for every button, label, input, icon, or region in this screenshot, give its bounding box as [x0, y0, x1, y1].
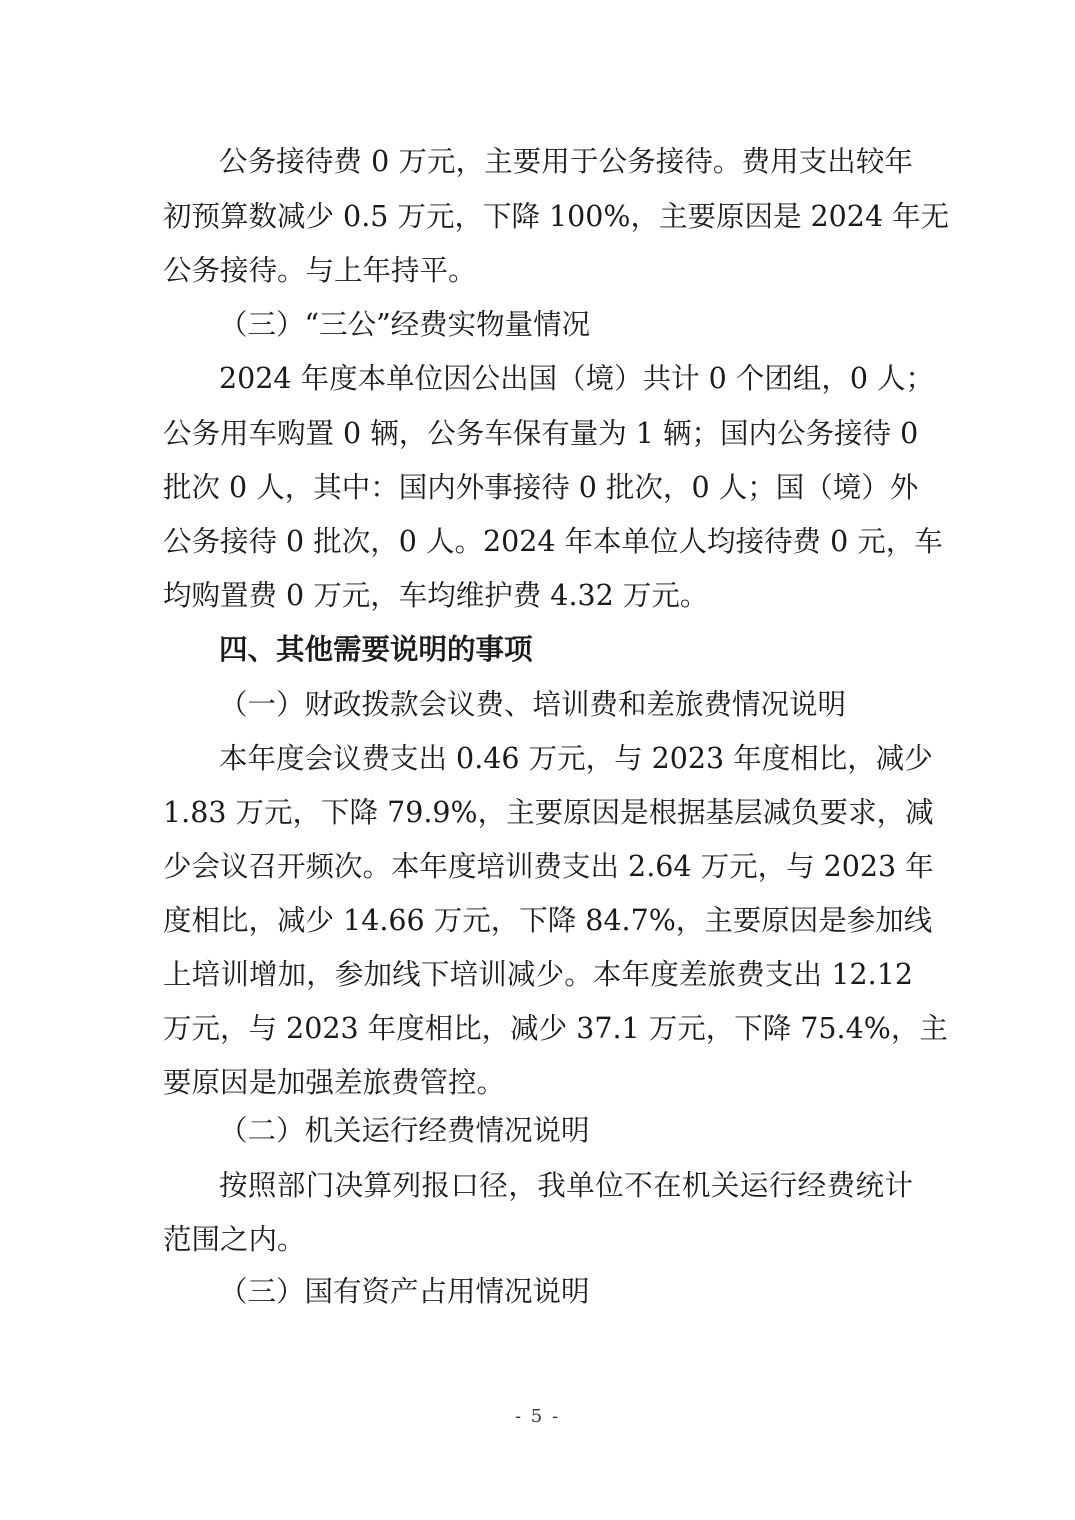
paragraph-line: 上培训增加，参加线下培训减少。本年度差旅费支出 12.12 [163, 958, 913, 991]
paragraph-line: 公务接待费 0 万元，主要用于公务接待。费用支出较年 [219, 145, 913, 178]
paragraph-line: 公务用车购置 0 辆，公务车保有量为 1 辆；国内公务接待 0 [163, 417, 919, 450]
section-subheading: （二）机关运行经费情况说明 [219, 1114, 590, 1147]
section-subheading: （三）国有资产占用情况说明 [219, 1275, 590, 1308]
paragraph-line: 公务接待 0 批次，0 人。2024 年本单位人均接待费 0 元，车 [163, 525, 943, 558]
paragraph-line: 少会议召开频次。本年度培训费支出 2.64 万元，与 2023 年 [163, 850, 934, 883]
paragraph-line: 度相比，减少 14.66 万元，下降 84.7%，主要原因是参加线 [163, 904, 933, 937]
paragraph-line: 范围之内。 [163, 1223, 306, 1256]
paragraph-line: 要原因是加强差旅费管控。 [163, 1066, 506, 1099]
paragraph-line: 初预算数减少 0.5 万元，下降 100%，主要原因是 2024 年无 [163, 200, 950, 233]
paragraph-line: 按照部门决算列报口径，我单位不在机关运行经费统计 [219, 1169, 913, 1202]
paragraph-line: 公务接待。与上年持平。 [163, 254, 477, 287]
section-subheading: （三）“三公”经费实物量情况 [219, 308, 591, 341]
paragraph-line: 均购置费 0 万元，车均维护费 4.32 万元。 [163, 579, 709, 612]
paragraph-line: 2024 年度本单位因公出国（境）共计 0 个团组，0 人； [219, 362, 935, 395]
paragraph-line: 本年度会议费支出 0.46 万元，与 2023 年度相比，减少 [219, 742, 933, 775]
section-subheading: （一）财政拨款会议费、培训费和差旅费情况说明 [219, 688, 847, 721]
paragraph-line: 1.83 万元，下降 79.9%，主要原因是根据基层减负要求，减 [163, 796, 934, 829]
paragraph-line: 万元，与 2023 年度相比，减少 37.1 万元，下降 75.4%，主 [163, 1012, 948, 1045]
section-heading: 四、其他需要说明的事项 [219, 633, 533, 666]
page-number: - 5 - [514, 1406, 561, 1427]
paragraph-line: 批次 0 人，其中：国内外事接待 0 批次，0 人；国（境）外 [163, 471, 919, 504]
